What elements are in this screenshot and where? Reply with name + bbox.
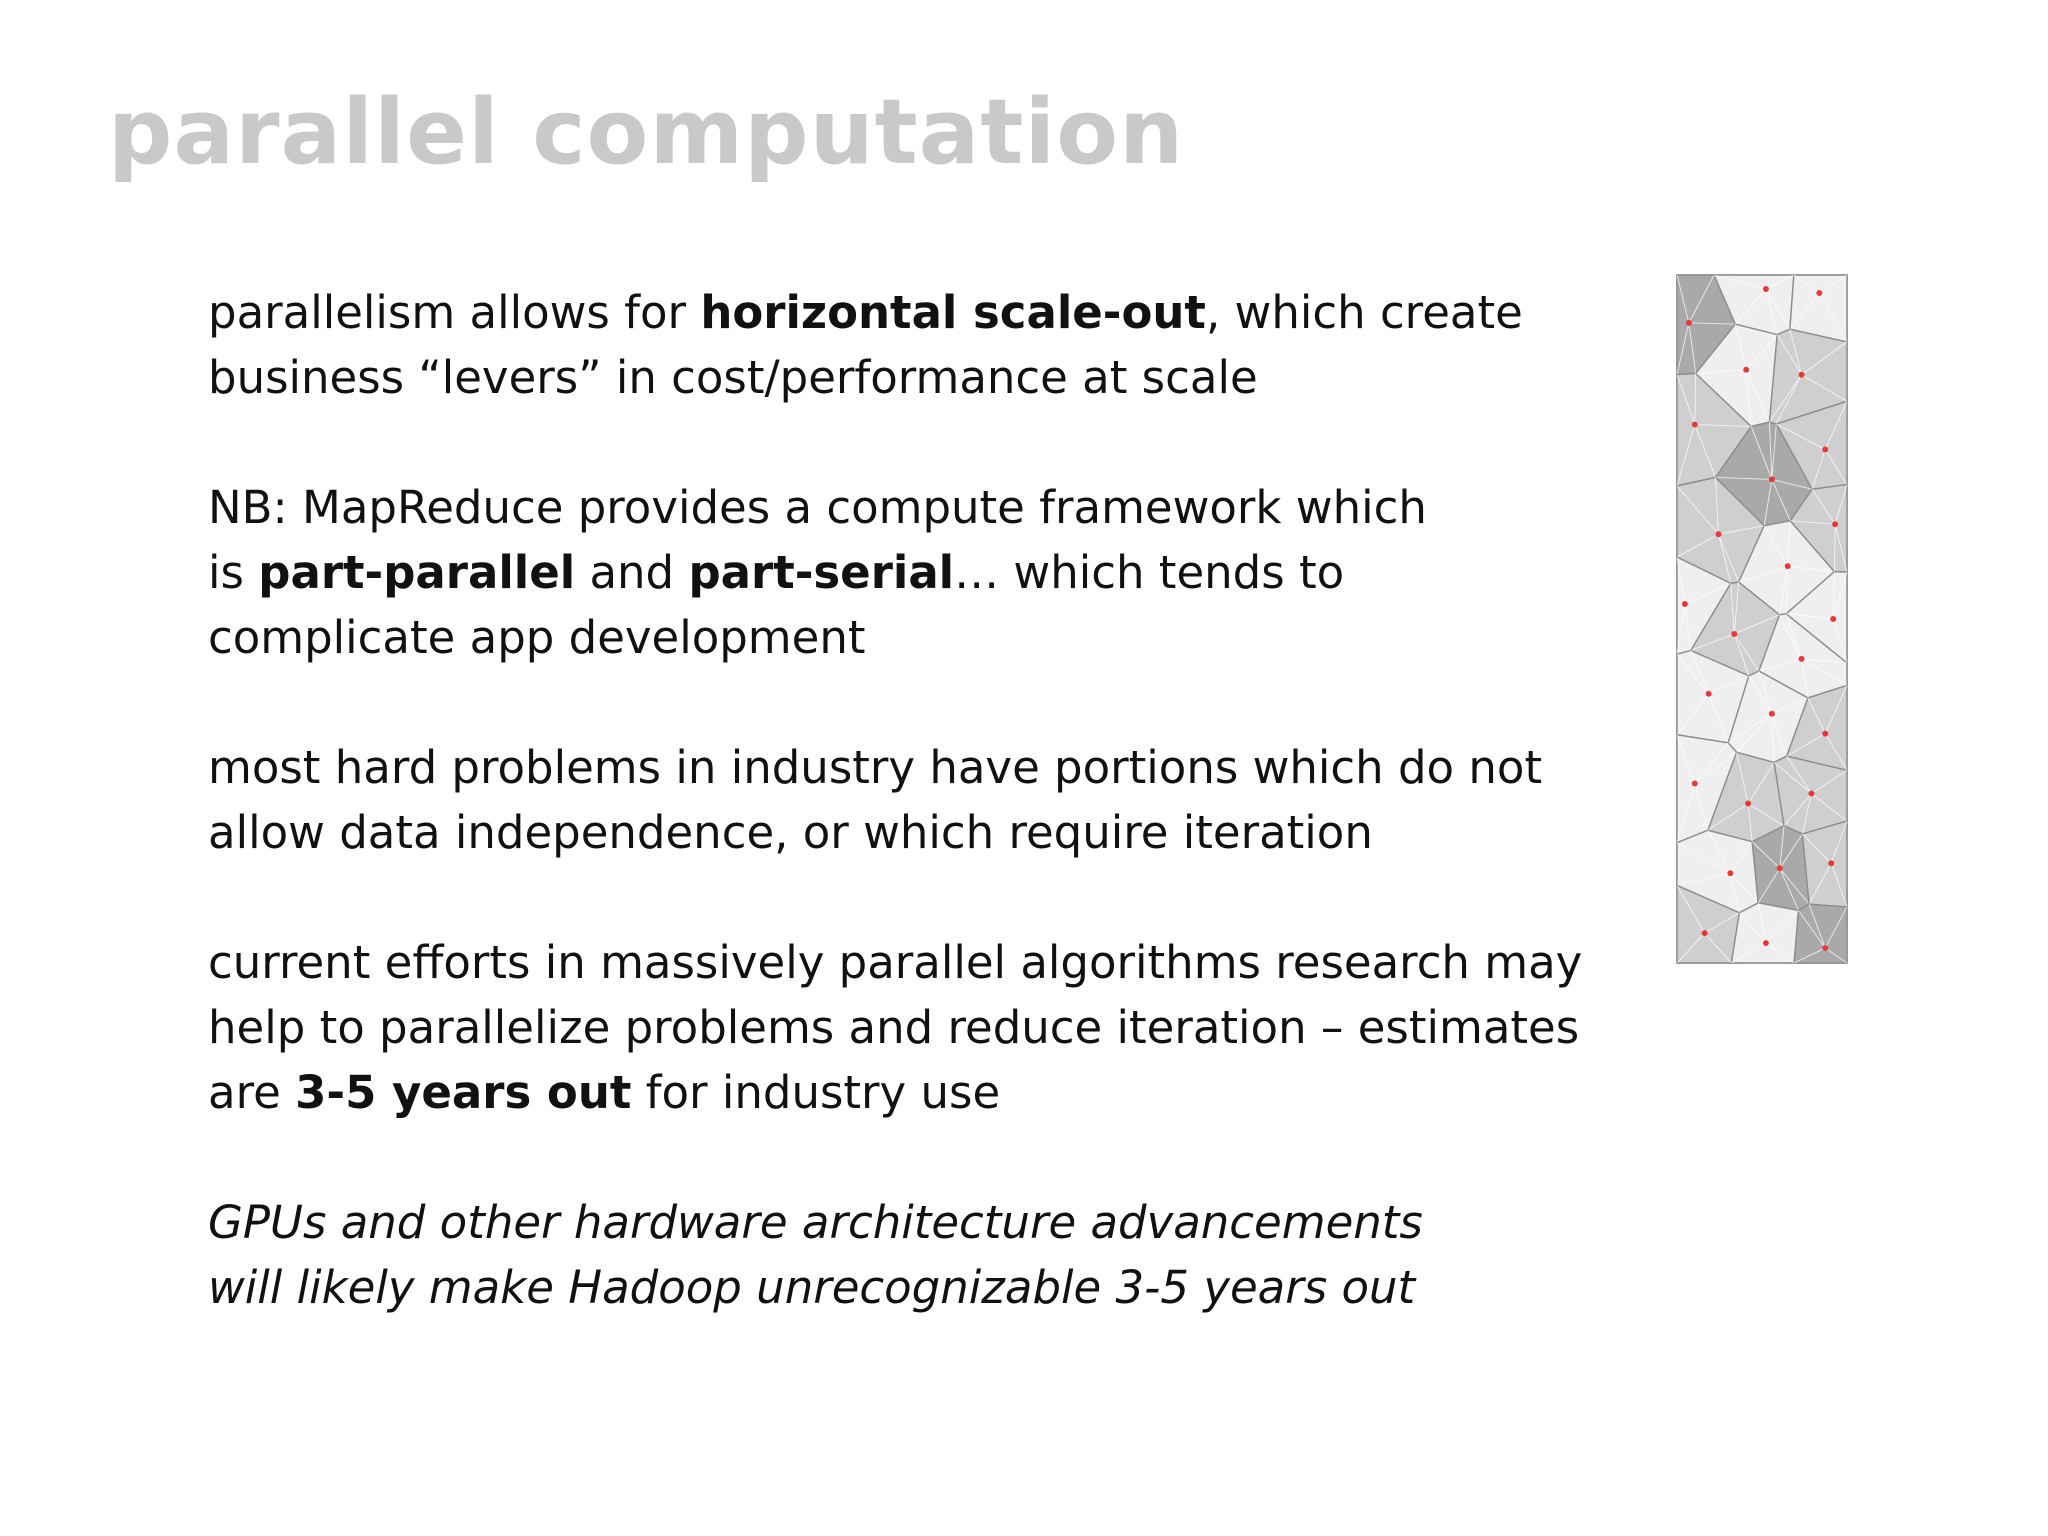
voronoi-site-dot [1799, 372, 1805, 378]
body-text: complicate app development [208, 611, 866, 664]
slide-title: parallel computation [108, 80, 1185, 185]
body-text: current efforts in massively parallel algorithms research may [208, 936, 1583, 989]
slide-body [208, 280, 1628, 1385]
voronoi-site-dot [1731, 631, 1737, 637]
emphasis-text: horizontal scale-out [700, 286, 1206, 339]
paragraph-line [208, 930, 1628, 995]
paragraph-line [208, 735, 1628, 800]
voronoi-site-dot [1808, 791, 1814, 797]
voronoi-site-dot [1822, 447, 1828, 453]
body-text: is [208, 546, 259, 599]
voronoi-site-dot [1828, 860, 1834, 866]
body-text: help to parallelize problems and reduce iteration – estimates [208, 1001, 1580, 1054]
body-text: … which tends to [954, 546, 1345, 599]
body-text: allow data independence, or which require iteration [208, 806, 1373, 859]
voronoi-site-dot [1785, 563, 1791, 569]
body-paragraph [208, 280, 1628, 410]
voronoi-site-dot [1727, 870, 1733, 876]
voronoi-site-dot [1702, 930, 1708, 936]
voronoi-site-dot [1706, 691, 1712, 697]
paragraph-line [208, 540, 1628, 605]
voronoi-site-dot [1769, 711, 1775, 717]
body-paragraph [208, 1190, 1628, 1320]
body-text: parallelism allows for [208, 286, 701, 339]
emphasis-text: part-serial [688, 546, 955, 599]
body-text: and [575, 546, 689, 599]
body-text: GPUs and other hardware architecture advancements [208, 1196, 1423, 1249]
voronoi-diagram-icon [1677, 275, 1847, 963]
paragraph-line [208, 475, 1628, 540]
voronoi-site-dot [1745, 800, 1751, 806]
body-text: for industry use [631, 1066, 1001, 1119]
body-paragraph [208, 475, 1628, 670]
paragraph-line [208, 345, 1628, 410]
voronoi-site-dot [1832, 521, 1838, 527]
voronoi-cell [1752, 826, 1809, 911]
voronoi-site-dot [1799, 656, 1805, 662]
body-text: , which create [1205, 286, 1523, 339]
body-text: NB: MapReduce provides a compute framework which [208, 481, 1427, 534]
voronoi-cell [1774, 756, 1847, 834]
voronoi-site-dot [1830, 616, 1836, 622]
voronoi-site-dot [1763, 286, 1769, 292]
voronoi-site-dot [1822, 731, 1828, 737]
voronoi-site-dot [1716, 531, 1722, 537]
voronoi-site-dot [1822, 945, 1828, 951]
paragraph-line [208, 1255, 1628, 1320]
voronoi-cell [1731, 903, 1798, 963]
body-text: will likely make Hadoop unrecognizable 3-5 years out [208, 1261, 1416, 1314]
voronoi-site-dot [1692, 781, 1698, 787]
paragraph-line [208, 1060, 1628, 1125]
body-text: are [208, 1066, 296, 1119]
body-text: most hard problems in industry have portions which do not [208, 741, 1543, 794]
body-text: business “levers” in cost/performance at scale [208, 351, 1258, 404]
voronoi-diagram-image [1676, 274, 1848, 964]
paragraph-line [208, 995, 1628, 1060]
voronoi-site-dot [1682, 601, 1688, 607]
paragraph-line [208, 280, 1628, 345]
voronoi-site-dot [1763, 940, 1769, 946]
voronoi-site-dot [1743, 367, 1749, 373]
voronoi-site-dot [1816, 290, 1822, 296]
body-paragraph [208, 930, 1628, 1125]
paragraph-line [208, 1190, 1628, 1255]
voronoi-cell [1802, 821, 1847, 907]
voronoi-cell [1794, 904, 1847, 963]
emphasis-text: 3-5 years out [295, 1066, 632, 1119]
voronoi-site-dot [1777, 865, 1783, 871]
paragraph-line [208, 800, 1628, 865]
emphasis-text: part-parallel [258, 546, 576, 599]
voronoi-site-dot [1686, 320, 1692, 326]
body-paragraph [208, 735, 1628, 865]
voronoi-site-dot [1692, 422, 1698, 428]
paragraph-line [208, 605, 1628, 670]
voronoi-site-dot [1769, 476, 1775, 482]
